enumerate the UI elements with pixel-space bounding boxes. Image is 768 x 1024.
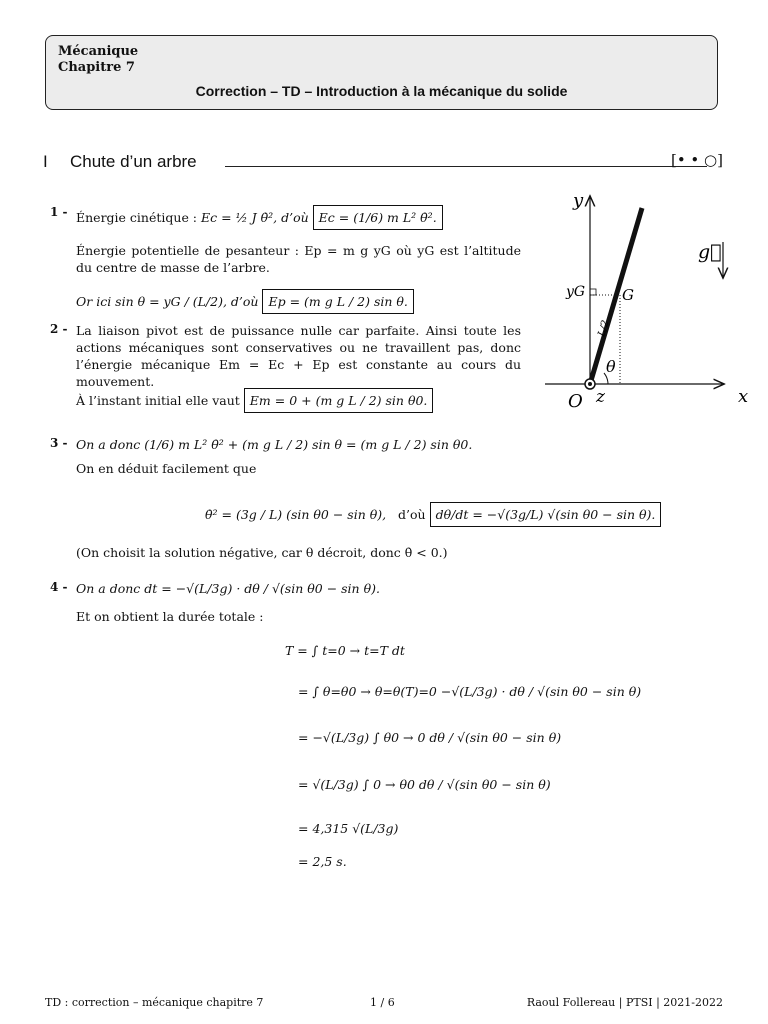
q3-note: (On choisit la solution négative, car θ décroit, donc θ̇ < 0.) [76, 545, 448, 560]
q1-or-ici: Or ici sin θ = yG / (L/2), d’où [76, 294, 259, 309]
section-number: I [43, 152, 48, 171]
section-heading [43, 150, 723, 174]
q1-kinetic-eq: Ec = ½ J θ̇², d’où [201, 210, 309, 225]
question-1-label: 1 - [50, 205, 68, 219]
q4-line2: Et on obtient la durée totale : [76, 609, 264, 624]
q1-potential-text: Énergie potentielle de pesanteur : Ep = m g yG où yG est l’altitude du centre de masse de l’arbre. [76, 243, 521, 275]
q1-kinetic-line [76, 205, 443, 230]
section-rule [225, 166, 707, 167]
tree-rod [590, 208, 642, 384]
q1-potential-result: Ep = (m g L / 2) sin θ. [262, 289, 413, 314]
page-number: 1 / 6 [370, 996, 395, 1009]
q4-step-2: = ∫ θ=θ0 → θ=θ(T)=0 −√(L/3g) · dθ / √(sin θ0 − sin θ) [298, 684, 642, 699]
question-2-label: 2 - [50, 322, 68, 336]
g-point-label: G [622, 286, 634, 304]
q4-line1: On a donc dt = −√(L/3g) · dθ / √(sin θ0 − sin θ). [76, 581, 380, 596]
right-angle-mark [590, 289, 596, 295]
q1-potential-line [76, 289, 414, 314]
q4-step-6: = 2,5 s. [298, 854, 347, 869]
header-box [45, 35, 718, 110]
theta-label: θ [606, 357, 616, 376]
difficulty-indicator: [• • ○] [670, 151, 723, 169]
q3-eq-left: θ̇² = (3g / L) (sin θ0 − sin θ), [205, 507, 387, 522]
q1-kinetic-result: Ec = (1/6) m L² θ̇². [313, 205, 443, 230]
question-4-label: 4 - [50, 580, 68, 594]
q4-step-4: = √(L/3g) ∫ 0 → θ0 dθ / √(sin θ0 − sin θ) [298, 777, 551, 792]
q2-initial-intro: À l’instant initial elle vaut [76, 393, 240, 408]
tree-fall-diagram [540, 185, 755, 415]
y-axis-label: y [573, 190, 584, 211]
q3-eq-dou: d’où [398, 507, 426, 522]
footer-right: Raoul Follereau | PTSI | 2021-2022 [526, 996, 723, 1009]
q3-eq-result: dθ/dt = −√(3g/L) √(sin θ0 − sin θ). [430, 502, 662, 527]
origin-label: O [568, 391, 583, 412]
pivot-center [588, 382, 592, 386]
q4-step-3: = −√(L/3g) ∫ θ0 → 0 dθ / √(sin θ0 − sin θ) [298, 730, 562, 745]
gravity-label: g⃗ [698, 241, 722, 263]
q4-step-1: T = ∫ t=0 → t=T dt [285, 643, 405, 658]
q1-kinetic-intro: Énergie cinétique : [76, 210, 198, 225]
chapter: Chapitre 7 [58, 60, 135, 75]
yg-label: yG [566, 284, 586, 300]
half-length-label: L/2 [596, 319, 612, 338]
footer-left: TD : correction – mécanique chapitre 7 [45, 996, 264, 1009]
q4-step-5: = 4,315 √(L/3g) [298, 821, 399, 836]
x-axis-label: x [738, 386, 749, 407]
document-title: Correction – TD – Introduction à la mécanique du solide [195, 83, 568, 99]
q3-equation [205, 502, 661, 527]
section-title: Chute d’un arbre [70, 152, 197, 171]
z-axis-label: z [596, 387, 605, 407]
q2-initial-line [76, 388, 433, 413]
subject: Mécanique [58, 44, 139, 59]
q2-initial-result: Em = 0 + (m g L / 2) sin θ0. [244, 388, 434, 413]
q3-line1: On a donc (1/6) m L² θ̇² + (m g L / 2) sin θ = (m g L / 2) sin θ0. [76, 437, 473, 452]
question-3-label: 3 - [50, 436, 68, 450]
q3-line2: On en déduit facilement que [76, 461, 257, 476]
q2-text: La liaison pivot est de puissance nulle car parfaite. Ainsi toute les actions mécaniques sont conservatives ou ne travaillent pas, donc l’énergie mécanique Em = Ec + Ep est constante au cours du mouvement. [76, 323, 521, 389]
